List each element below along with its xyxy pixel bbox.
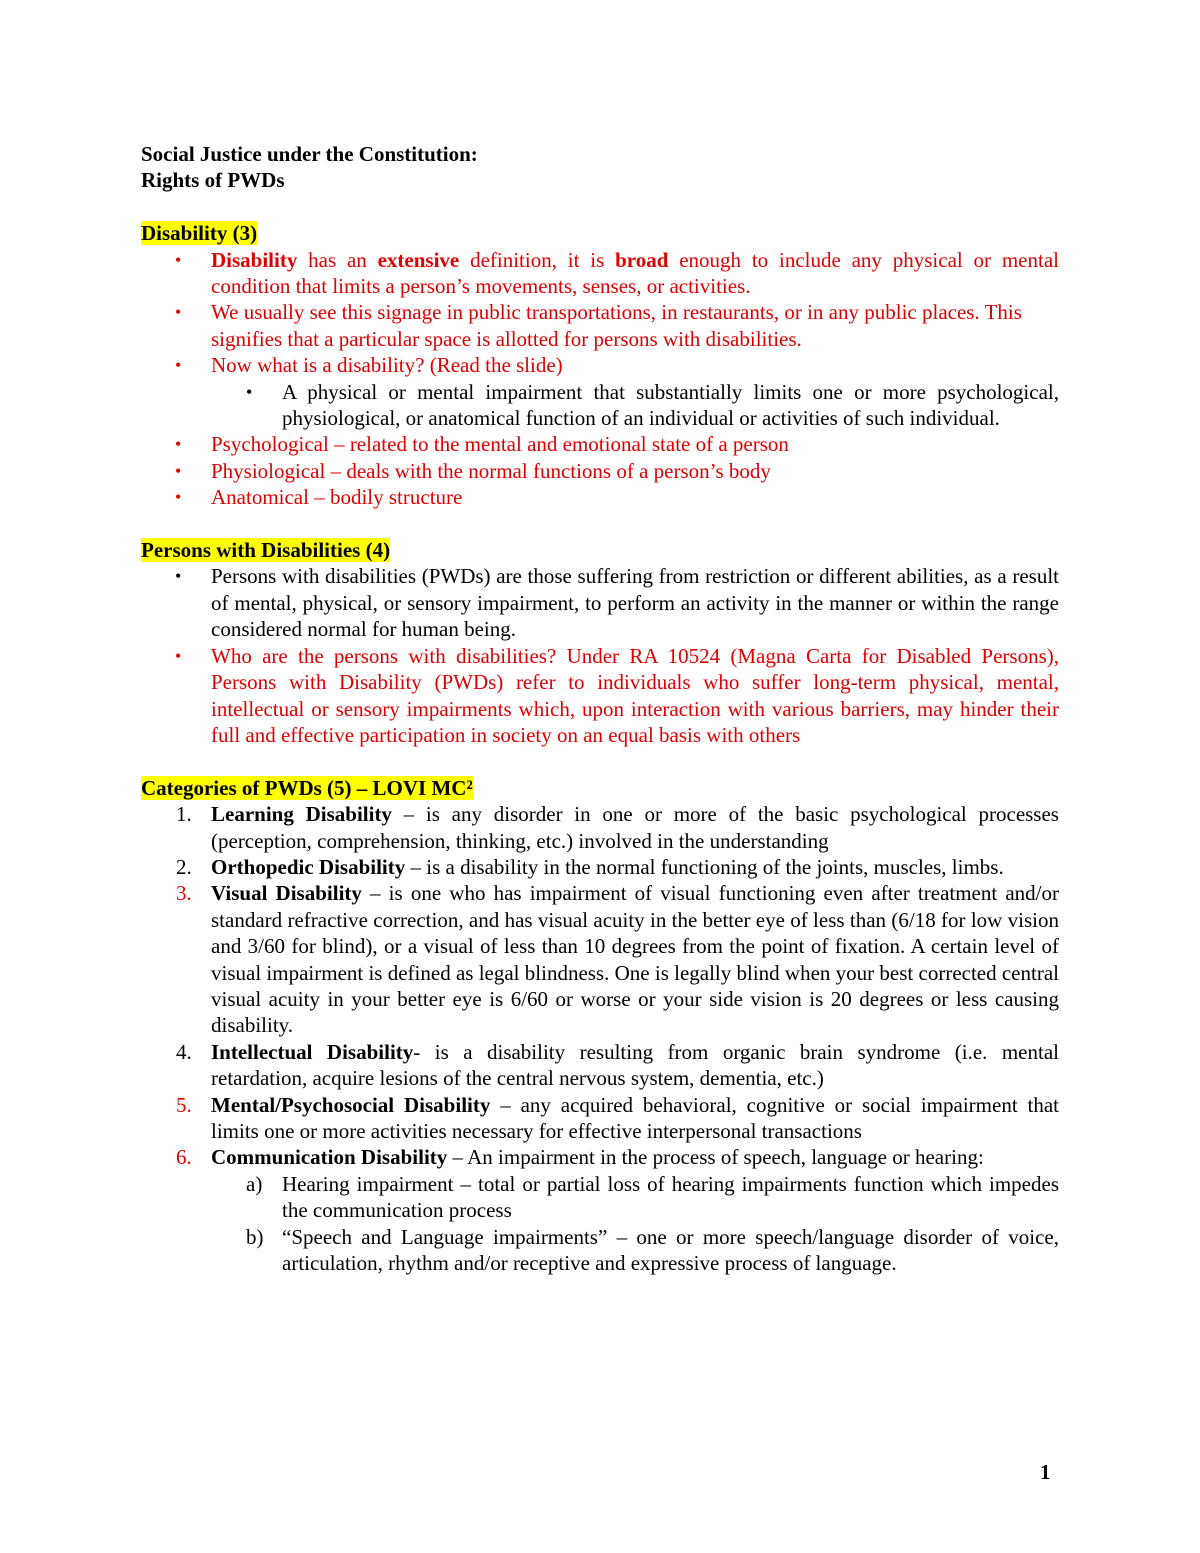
bullet-item	[141, 643, 1059, 749]
bullet-item	[141, 458, 1059, 484]
bullet-icon: •	[175, 249, 182, 270]
bullet-item	[141, 563, 1059, 642]
bullet-text: Physiological – deals with the normal functions of a person’s body	[211, 458, 771, 483]
category-text: – is a disability in the normal functioning of the joints, muscles, limbs.	[405, 854, 1004, 879]
category-term: Learning Disability	[211, 802, 392, 827]
item-number: 2.	[176, 854, 192, 879]
item-number: 3.	[176, 881, 192, 906]
bullet-text: We usually see this signage in public transportations, in restaurants, or in any public places. This signifies that a particular space is allotted for persons with disabilities.	[211, 300, 1022, 351]
category-term: Communication Disability	[211, 1145, 448, 1170]
bold-term: broad	[615, 247, 669, 272]
section-heading-categories: Categories of PWDs (5) – LOVI MC²	[141, 775, 473, 800]
bullet-icon: •	[175, 434, 182, 455]
item-number: 1.	[176, 802, 192, 827]
bold-term: extensive	[377, 247, 460, 272]
lettered-item	[141, 1171, 1059, 1224]
bullet-text: Now what is a disability? (Read the slide)	[211, 353, 563, 378]
section-disability	[141, 220, 1059, 510]
bullet-icon: •	[175, 566, 182, 587]
numbered-item	[141, 1039, 1059, 1092]
category-term: Visual Disability	[211, 881, 362, 906]
bold-term: Disability	[211, 247, 298, 272]
document-title-line-1: Social Justice under the Constitution:	[141, 142, 478, 166]
numbered-item	[141, 1144, 1059, 1170]
bullet-text: Psychological – related to the mental and emotional state of a person	[211, 432, 789, 457]
category-text: – is any disorder in one or more of the basic psychological processes (perception, comprehension, thinking, etc.) involved in the understanding	[211, 802, 1059, 853]
item-letter: a)	[246, 1171, 263, 1196]
bullet-text: Who are the persons with disabilities? Under RA 10524 (Magna Carta for Disabled Persons), Persons with Disability (PWDs) refer to individuals who suffer long-term physical, mental, intellectual or sensory impairments which, upon interaction with various barriers, may hinder their full and effective participation in society on an equal basis with others	[211, 643, 1059, 747]
bullet-text: Anatomical – bodily structure	[211, 485, 463, 510]
subitem-text: “Speech and Language impairments” – one or more speech/language disorder of voice, articulation, rhythm and/or receptive and expressive process of language.	[282, 1224, 1059, 1276]
category-term: Orthopedic Disability	[211, 854, 406, 879]
numbered-item	[141, 801, 1059, 854]
item-letter: b)	[246, 1224, 264, 1249]
category-text: – is one who has impairment of visual functioning even after treatment and/or standard refractive correction, and has visual acuity in the better eye of less than (6/18 for low vision and 3/60 for blind), or a visual of less than 10 degrees from the point of fixation. A certain level of visual impairment is defined as legal blindness. One is legally blind when your best corrected central visual acuity in your better eye is 6/60 or worse or your side vision is 20 degrees or less causing disability.	[211, 881, 1060, 1038]
category-text: – An impairment in the process of speech, language or hearing:	[447, 1145, 984, 1170]
bullet-icon: •	[175, 460, 182, 481]
bullet-item	[141, 484, 1059, 510]
page-number: 1	[1040, 1460, 1051, 1484]
bullet-icon: •	[175, 645, 182, 666]
bullet-item	[141, 352, 1059, 378]
section-heading-pwd: Persons with Disabilities (4)	[141, 538, 391, 563]
category-text: – any acquired behavioral, cognitive or social impairment that limits one or more activities necessary for effective interpersonal transactions	[211, 1092, 1059, 1143]
item-number: 5.	[176, 1092, 192, 1117]
numbered-item	[141, 880, 1059, 1038]
subitem-text: Hearing impairment – total or partial loss of hearing impairments function which impedes the communication process	[282, 1171, 1059, 1223]
bullet-text: A physical or mental impairment that substantially limits one or more psychological, physiological, or anatomical function of an individual or activities of such individual.	[282, 379, 1059, 431]
section-persons-with-disabilities	[141, 537, 1059, 748]
section-categories	[141, 775, 1059, 1277]
bullet-icon: •	[175, 355, 182, 376]
numbered-item	[141, 854, 1059, 880]
numbered-item	[141, 1092, 1059, 1145]
category-term: Mental/Psychosocial Disability	[211, 1092, 491, 1117]
bullet-icon: •	[175, 487, 182, 508]
bullet-icon: •	[246, 381, 253, 402]
lettered-item	[141, 1224, 1059, 1277]
sub-bullet-item	[141, 379, 1059, 432]
bullet-item	[141, 431, 1059, 457]
section-heading-disability: Disability (3)	[141, 221, 258, 246]
bullet-text: Persons with disabilities (PWDs) are those suffering from restriction or different abilities, as a result of mental, physical, or sensory impairment, to perform an activity in the manner or within the range considered normal for human being.	[211, 564, 1059, 642]
item-number: 6.	[176, 1145, 192, 1170]
bullet-icon: •	[175, 302, 182, 323]
bullet-item: • Disability has an extensive definition, it is broad enough to include any physical or mental condition that limits a person’s movements, senses, or activities.	[175, 247, 1059, 299]
category-text: - is a disability resulting from organic brain syndrome (i.e. mental retardation, acquire lesions of the central nervous system, dementia, etc.)	[211, 1039, 1059, 1091]
bullet-item	[141, 299, 1059, 352]
document-title-line-2: Rights of PWDs	[141, 168, 285, 193]
category-term: Intellectual Disability	[211, 1039, 414, 1064]
item-number: 4.	[176, 1039, 192, 1064]
document-body	[141, 141, 1059, 1276]
